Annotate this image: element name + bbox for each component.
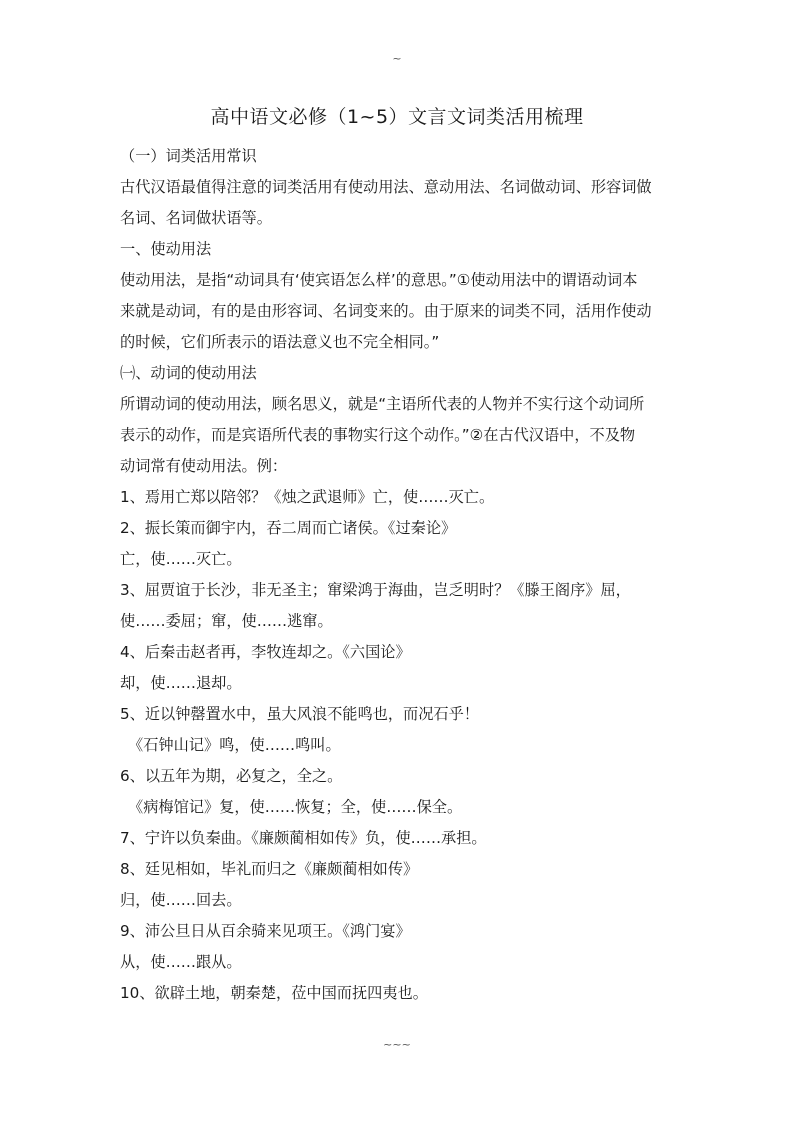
section-heading: 一、使动用法	[120, 240, 212, 258]
example-line: 从，使……跟从。	[120, 953, 242, 971]
paragraph-line: 来就是动词，有的是由形容词、名词变来的。由于原来的词类不同，活用作使动	[120, 302, 652, 320]
paragraph-line: 的时候，它们所表示的语法意义也不完全相同。”	[120, 333, 440, 351]
paragraph-line: 使动用法，是指“动词具有‘使宾语怎么样’的意思。”①使动用法中的谓语动词本	[120, 271, 638, 289]
subsection-heading: ㈠、动词的使动用法	[120, 364, 257, 382]
example-line: 1、焉用亡郑以陪邻？《烛之武退师》亡，使……灭亡。	[120, 488, 495, 506]
example-line: 《石钟山记》鸣，使……鸣叫。	[128, 736, 341, 754]
paragraph-line: 古代汉语最值得注意的词类活用有使动用法、意动用法、名词做动词、形容词做	[120, 178, 652, 196]
example-line: 9、沛公旦日从百余骑来见项王。《鸿门宴》	[120, 922, 411, 940]
example-line: 2、振长策而御宇内，吞二周而亡诸侯。《过秦论》	[120, 519, 457, 537]
example-line: 4、后秦击赵者再，李牧连却之。《六国论》	[120, 643, 411, 661]
section-heading: （一）词类活用常识	[120, 147, 257, 165]
example-line: 8、廷见相如，毕礼而归之《廉颇蔺相如传》	[120, 860, 419, 878]
example-line: 7、宁许以负秦曲。《廉颇蔺相如传》负，使……承担。	[120, 829, 487, 847]
document-body	[120, 141, 680, 1009]
paragraph-line: 名词、名词做状语等。	[120, 209, 272, 227]
example-line: 《病梅馆记》复，使……恢复；全，使……保全。	[128, 798, 463, 816]
paragraph-line: 表示的动作，而是宾语所代表的事物实行这个动作。”②在古代汉语中，不及物	[120, 426, 636, 444]
example-line: 却，使……退却。	[120, 674, 242, 692]
page-footer-mark: ~~~	[383, 1038, 411, 1051]
example-line: 5、近以钟罄置水中，虽大风浪不能鸣也，而况石乎！	[120, 705, 479, 723]
example-line: 归，使……回去。	[120, 891, 242, 909]
example-line: 亡，使……灭亡。	[120, 550, 242, 568]
example-line: 6、以五年为期，必复之，全之。	[120, 767, 343, 785]
example-line: 使……委屈；窜，使……逃窜。	[120, 612, 333, 630]
paragraph-line: 动词常有使动用法。例：	[120, 457, 288, 475]
example-line: 3、屈贾谊于长沙，非无圣主；窜梁鸿于海曲，岂乏明时？《滕王阁序》屈，	[120, 581, 631, 599]
page-header-mark: ~	[392, 52, 402, 65]
paragraph-line: 所谓动词的使动用法，顾名思义，就是“主语所代表的人物并不实行这个动词所	[120, 395, 645, 413]
page-title: 高中语文必修（1~5）文言文词类活用梳理	[210, 106, 584, 128]
example-line: 10、欲辟土地，朝秦楚，莅中国而抚四夷也。	[120, 984, 428, 1002]
